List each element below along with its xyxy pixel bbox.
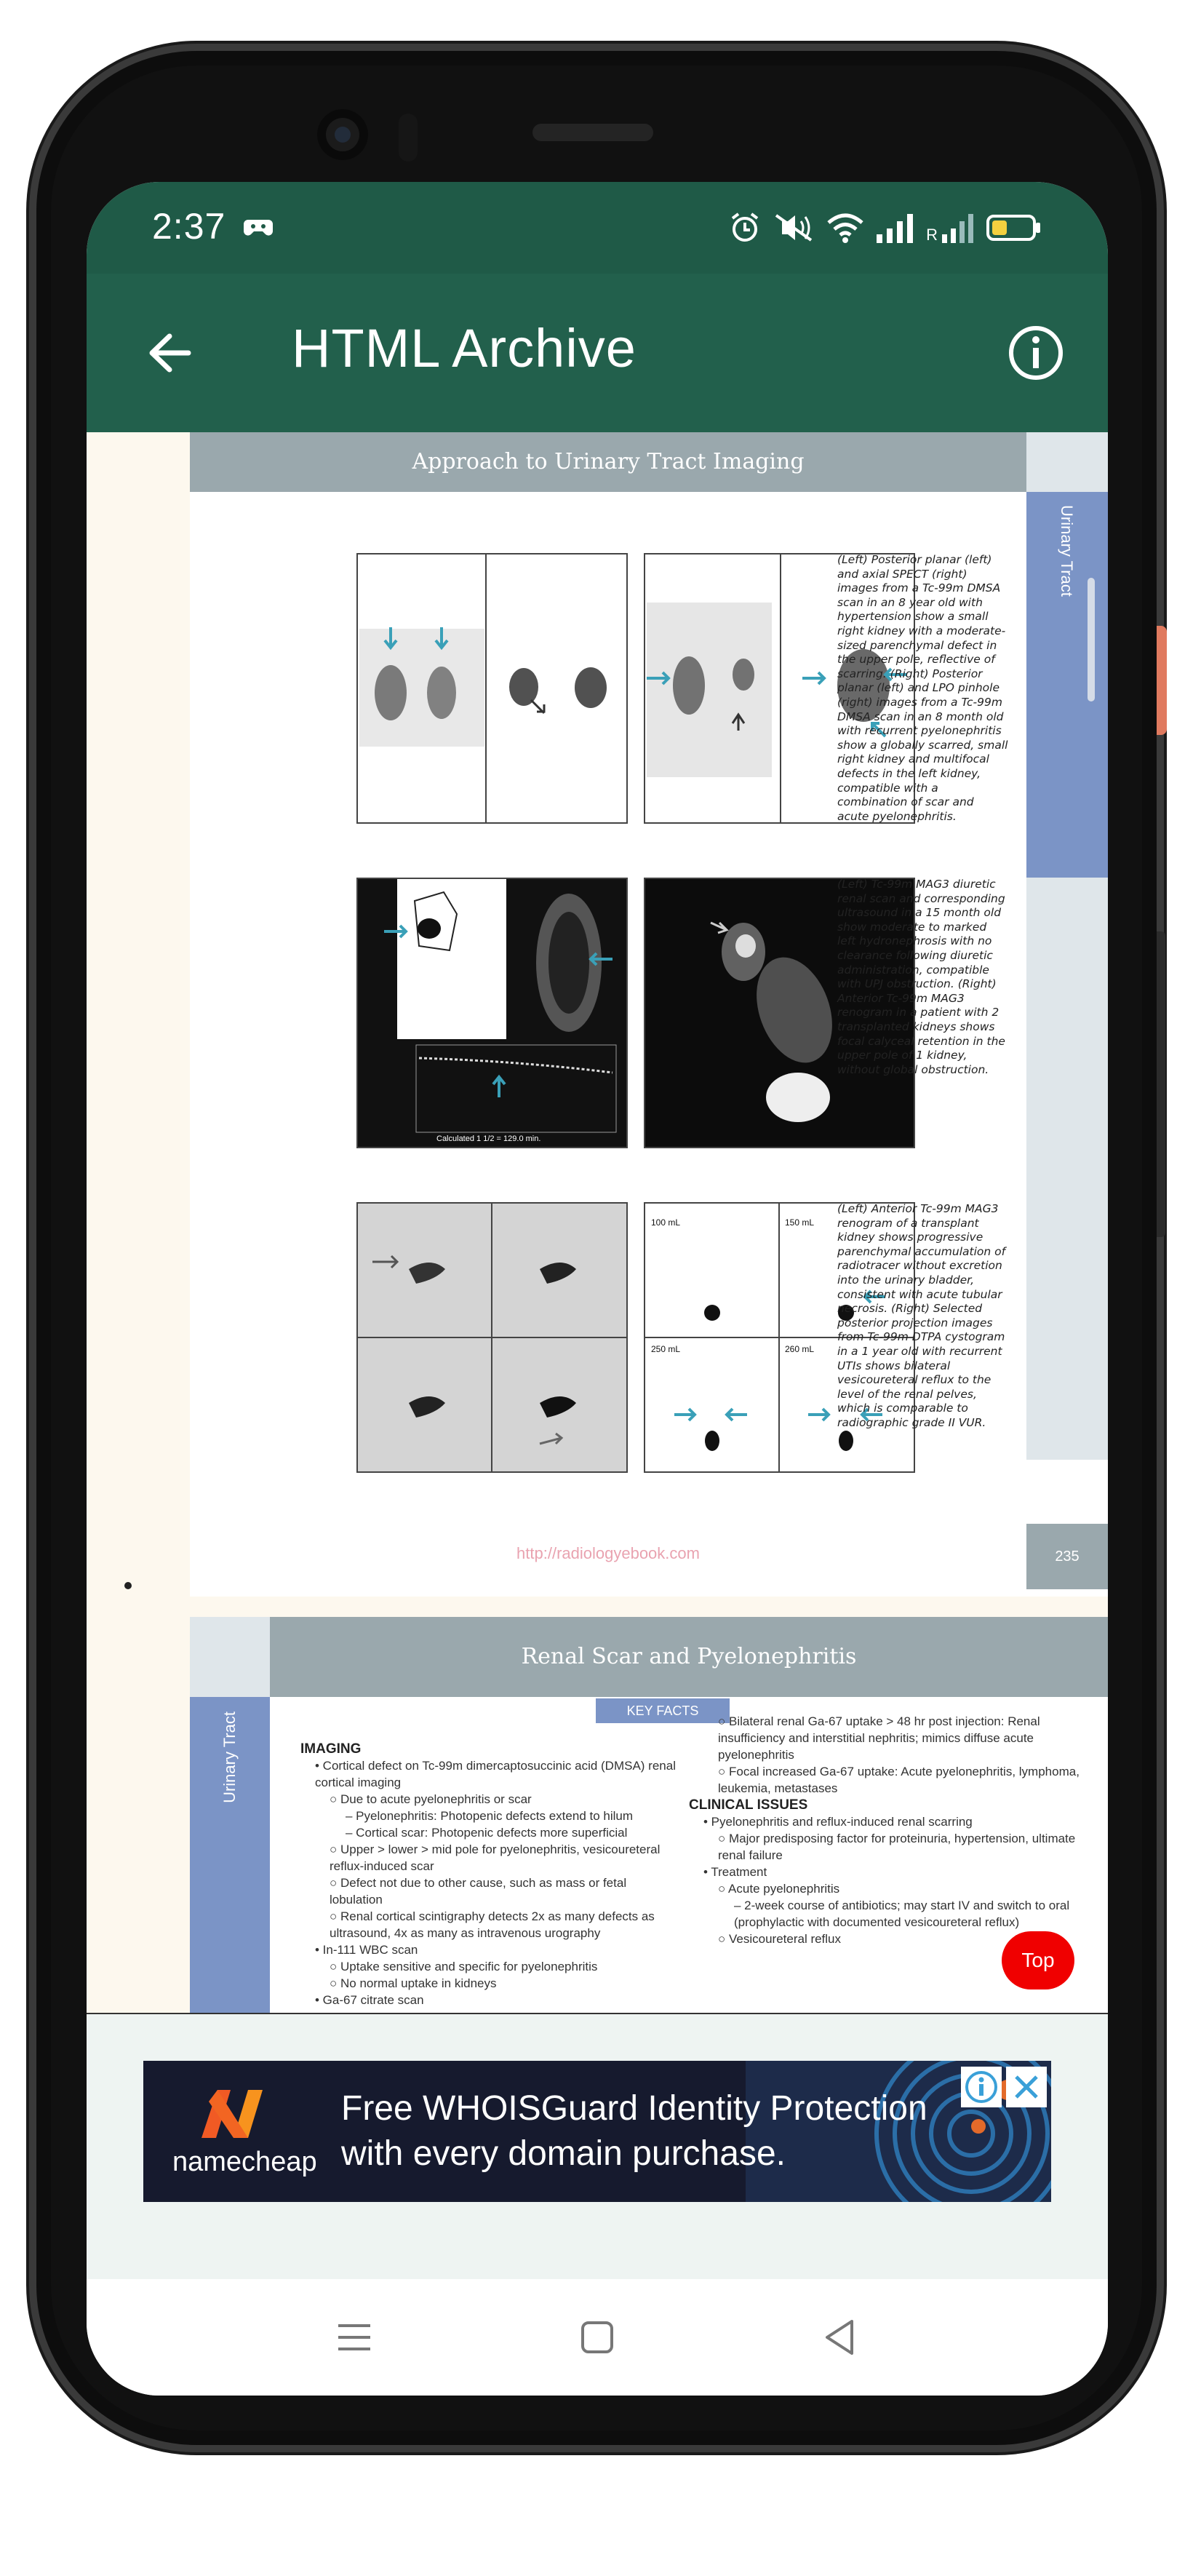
archive-content[interactable]: [87, 432, 1108, 2013]
key-facts-item: ○ Acute pyelonephritis: [718, 1882, 840, 1896]
ad-brand: namecheap: [172, 2147, 317, 2177]
header-tail: [1026, 432, 1108, 492]
key-facts-item: • Ga-67 citrate scan: [315, 1993, 424, 2007]
key-facts-label: KEY FACTS: [596, 1698, 730, 1723]
dmsa-scan-image: [358, 554, 626, 822]
figure-caption: (Left) Tc-99m MAG3 diuretic renal scan and corresponding ultrasound in a 15 month old show moderate to marked left hydronephrosis with no clearance following diuretic administration, compatible with UPJ obstruction. (Right) Anterior Tc-99m MAG3 renogram in a patient with 2 transplanted kidneys shows focal calyceal retention in the upper pole of 1 kidney, without global obstruction.: [837, 878, 1005, 1076]
key-facts-item: ○ Major predisposing factor for proteinuria, hypertension, ultimate renal failure: [718, 1832, 1076, 1862]
ad-banner[interactable]: [143, 2061, 1051, 2202]
key-facts-item: ○ Defect not due to other cause, such as mass or fetal lobulation: [330, 1876, 627, 1907]
ad-info-icon[interactable]: [961, 2067, 1002, 2107]
page-header: Renal Scar and Pyelonephritis: [270, 1617, 1108, 1697]
ad-headline: Free WHOISGuard Identity Protection: [341, 2089, 927, 2128]
mag3-scan-image: [358, 879, 626, 1147]
key-facts-heading: IMAGING: [300, 1741, 362, 1757]
key-facts-item: • Treatment: [703, 1865, 767, 1879]
key-facts-right-column: [689, 1713, 1082, 1947]
key-facts-item: ○ Vesicoureteral reflux: [718, 1932, 842, 1946]
figure-caption: (Left) Posterior planar (left) and axial SPECT (right) images from a Tc-99m DMSA scan in an 8 year old with hypertension show a small right kidney with a moderate-sized parenchymal defect in the upper pole, reflective of scarring. (Right) Posterior planar (left) and LPO pinhole (right) images from a Tc-99m DMSA scan in an 8 month old with recurrent pyelonephritis show a globally scarred, small right kidney and multifocal defects in the left kidney, compatible with a combination of scar and acute pyelonephritis.: [837, 553, 1008, 823]
app-bar: [87, 274, 1108, 432]
scrollbar-thumb[interactable]: [1088, 578, 1095, 701]
key-facts-item: ○ Upper > lower > mid pole for pyelonephritis, vesicoureteral reflux-induced scar: [330, 1842, 661, 1873]
key-facts-item: ○ Uptake sensitive and specific for pyelonephritis: [330, 1960, 598, 1973]
chapter-tab-label: Urinary Tract: [1058, 505, 1076, 597]
key-facts-item: ○ No normal uptake in kidneys: [330, 1976, 497, 1990]
atn-figure-left: [356, 1202, 628, 1473]
ad-close-icon[interactable]: [1006, 2067, 1047, 2107]
game-controller-icon: [244, 214, 273, 240]
phone-screen: [87, 182, 1108, 2396]
key-facts-item: ○ Due to acute pyelonephritis or scar: [330, 1792, 532, 1806]
back-arrow-icon[interactable]: [137, 320, 203, 386]
roaming-label: R: [926, 226, 938, 244]
power-button: [1157, 626, 1167, 735]
volume-label: 150 mL: [785, 1217, 815, 1228]
earpiece-speaker: [532, 124, 653, 141]
status-bar: [87, 182, 1108, 274]
status-time: 2:37: [152, 206, 226, 247]
key-facts-item: • In-111 WBC scan: [315, 1943, 418, 1957]
proximity-sensor: [399, 114, 418, 162]
key-facts-left-column: [300, 1741, 679, 2008]
ad-area: [87, 2013, 1108, 2281]
page-number: 235: [1026, 1524, 1108, 1589]
key-facts-heading: CLINICAL ISSUES: [689, 1797, 808, 1813]
wifi-icon: [826, 211, 865, 245]
battery-icon: [986, 211, 1042, 245]
key-facts-item: ○ Focal increased Ga-67 uptake: Acute pyelonephritis, lymphoma, leukemia, metastases: [718, 1765, 1080, 1795]
home-icon[interactable]: [574, 2314, 621, 2361]
recent-apps-icon[interactable]: [331, 2314, 378, 2361]
back-nav-icon[interactable]: [817, 2314, 863, 2361]
info-icon[interactable]: [1003, 320, 1069, 386]
key-facts-item: – Cortical scar: Photopenic defects more superficial: [346, 1826, 628, 1840]
key-facts-item: – 2-week course of antibiotics; may start IV and switch to oral (prophylactic with documented vesicoureteral reflux): [734, 1899, 1070, 1929]
page-corner: [190, 1617, 270, 1697]
key-facts-item: ○ Renal cortical scintigraphy detects 2x as many defects as ultrasound, 4x as many as intravenous urography: [330, 1909, 655, 1940]
camera-lens: [335, 127, 351, 143]
book-page: [190, 1617, 1108, 2013]
page-footer-url[interactable]: http://radiologyebook.com: [516, 1544, 700, 1562]
mag3-figure-left: [356, 878, 628, 1148]
figure-caption: (Left) Anterior Tc-99m MAG3 renogram of a transplant kidney shows progressive parenchymal accumulation of radiotracer without excretion into the urinary bladder, consistent with acute tubular necrosis. (Right) Selected posterior projection images from Tc-99m DTPA cystogram in a 1 year old with recurrent UTIs shows bilateral vesicoureteral reflux to the level of the renal pelves, which is comparable to radiographic grade II VUR.: [837, 1202, 1006, 1429]
navigation-bar: [87, 2279, 1108, 2396]
mute-icon: [772, 211, 815, 245]
signal-2-icon: [941, 211, 975, 245]
key-facts-item: – Pyelonephritis: Photopenic defects extend to hilum: [346, 1809, 634, 1823]
alarm-icon: [728, 211, 762, 245]
key-facts-item: • Cortical defect on Tc-99m dimercaptosuccinic acid (DMSA) renal cortical imaging: [315, 1759, 676, 1789]
scroll-top-button[interactable]: Top: [1002, 1931, 1074, 1989]
transplant-series-image: [358, 1204, 626, 1471]
book-page: [190, 432, 1108, 1597]
app-title: HTML Archive: [292, 318, 637, 378]
list-bullet: [124, 1582, 132, 1589]
status-icons: [728, 208, 1042, 247]
chapter-tab-label: Urinary Tract: [220, 1712, 239, 1803]
dmsa-figure-left: [356, 553, 628, 824]
signal-icon: [875, 211, 916, 245]
fingerprint-pattern: [746, 2061, 1051, 2202]
namecheap-logo-icon: [199, 2087, 266, 2141]
volume-button: [1157, 931, 1165, 1237]
key-facts-item: ○ Bilateral renal Ga-67 uptake > 48 hr post injection: Renal insufficiency and interstitial nephritis; mimics diffuse acute pyelonephritis: [718, 1714, 1040, 1762]
page-header: Approach to Urinary Tract Imaging: [190, 432, 1026, 492]
key-facts-item: • Pyelonephritis and reflux-induced renal scarring: [703, 1815, 973, 1829]
plot-caption: Calculated 1 1/2 = 129.0 min.: [436, 1134, 541, 1143]
volume-label: 100 mL: [651, 1217, 681, 1228]
volume-label: 250 mL: [651, 1344, 681, 1354]
ad-subline: with every domain purchase.: [341, 2134, 786, 2173]
volume-label: 260 mL: [785, 1344, 815, 1354]
